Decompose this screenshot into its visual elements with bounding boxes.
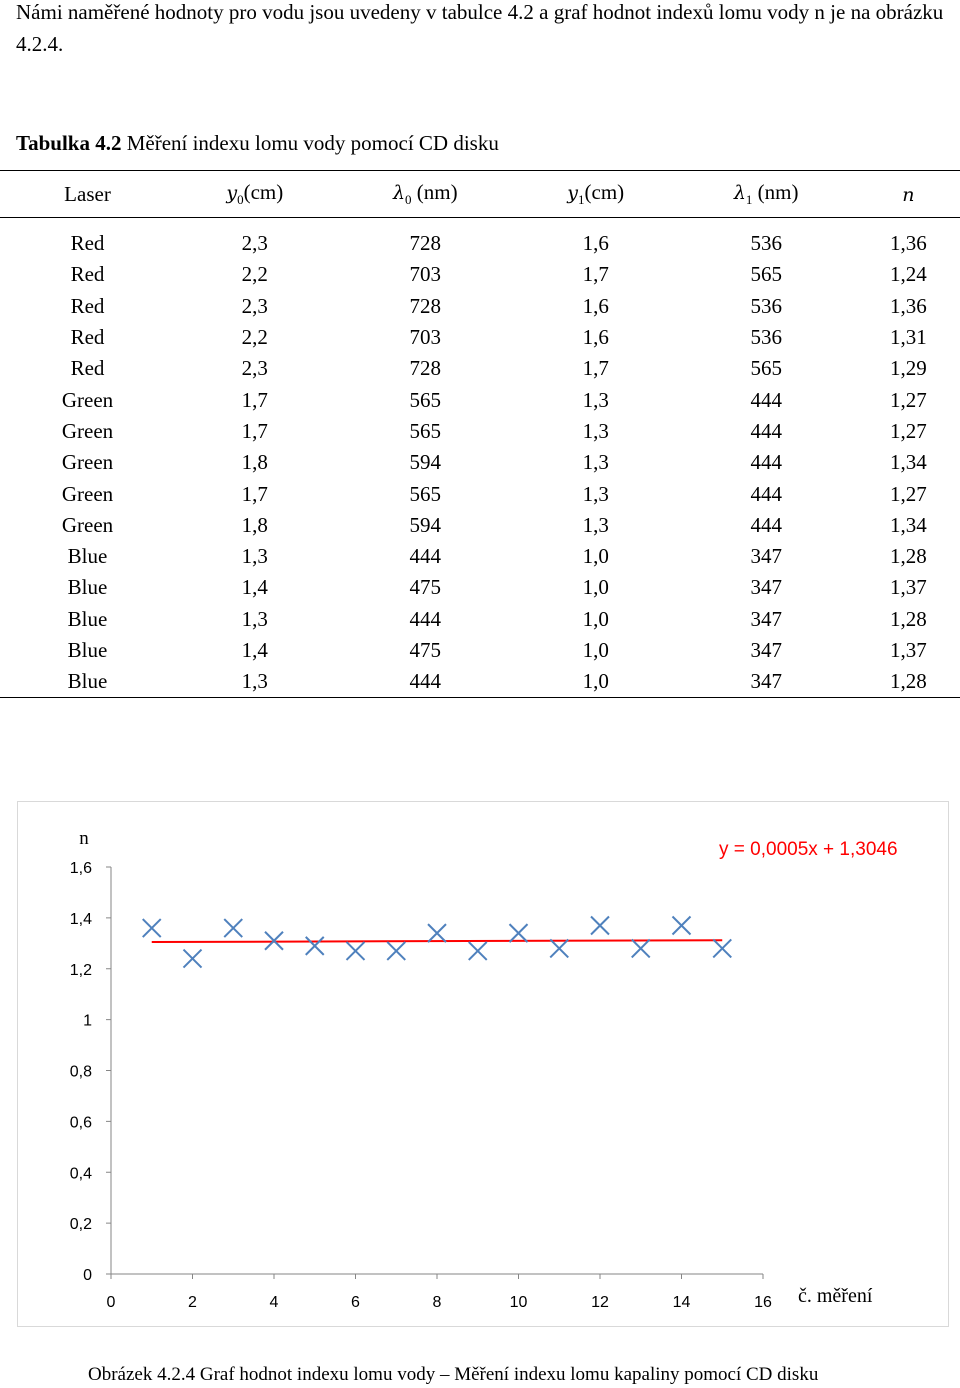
table-row xyxy=(0,291,960,322)
table-row xyxy=(0,541,960,572)
table-cell: 1,3 xyxy=(241,606,268,631)
data-point xyxy=(387,942,405,960)
table-cell: 1,7 xyxy=(582,356,609,381)
intro-paragraph: Námi naměřené hodnoty pro vodu jsou uvedeny v tabulce 4.2 a graf hodnot indexů lomu vody n je na obrázku 4.2.4. xyxy=(16,0,944,56)
table-cell: Green xyxy=(61,387,114,412)
table-cell: 728 xyxy=(409,356,442,381)
table-row xyxy=(0,322,960,353)
table-cell: 2,2 xyxy=(241,262,268,287)
table-cell: 1,7 xyxy=(582,262,609,287)
table-cell: 703 xyxy=(409,262,442,287)
table-cell: 1,0 xyxy=(582,606,609,631)
table-cell: 1,4 xyxy=(241,638,268,662)
table-cell: 444 xyxy=(750,418,782,443)
table-cell: 1,0 xyxy=(582,544,609,569)
table-caption-text: Měření indexu lomu vody pomocí CD disku xyxy=(121,131,499,155)
data-point xyxy=(306,937,324,955)
data-point xyxy=(143,919,161,937)
table-cell: 444 xyxy=(409,544,442,569)
table-cell: 1,7 xyxy=(241,387,268,412)
y-tick-label: 1,6 xyxy=(69,860,92,877)
table-cell: 594 xyxy=(409,450,442,475)
y-tick-label: 0 xyxy=(83,1267,92,1284)
header-n: n xyxy=(857,171,960,218)
table-cell: 2,3 xyxy=(241,356,268,381)
data-point xyxy=(224,919,242,937)
table-cell: 347 xyxy=(750,606,782,631)
table-cell: 2,2 xyxy=(241,325,268,350)
table-body xyxy=(0,218,960,698)
table-cell: 728 xyxy=(409,231,442,256)
table-cell: 565 xyxy=(750,356,782,381)
table-cell: 1,27 xyxy=(890,481,927,506)
table-cell: Green xyxy=(61,512,114,537)
header-lambda0: $\lambda_0$ (nm) xyxy=(335,171,516,218)
table-cell: 444 xyxy=(750,387,782,412)
header-y0: $y_0(cm)$ xyxy=(175,171,335,218)
table-cell: 1,24 xyxy=(890,262,927,287)
table-cell: 594 xyxy=(409,512,442,537)
table-row xyxy=(0,353,960,384)
table-row xyxy=(0,416,960,447)
table-cell: 444 xyxy=(409,606,442,631)
table-cell: Green xyxy=(61,418,114,443)
table-cell: 475 xyxy=(409,638,442,662)
table-cell: 1,7 xyxy=(241,418,268,443)
table-header-row xyxy=(0,171,960,218)
table-cell: 1,6 xyxy=(582,293,609,318)
table-caption xyxy=(16,128,499,158)
table-cell: 1,3 xyxy=(582,387,609,412)
table-cell: 1,3 xyxy=(582,450,609,475)
trendline xyxy=(152,940,723,942)
table-cell: 565 xyxy=(409,481,442,506)
table-cell: Green xyxy=(61,481,114,506)
data-point xyxy=(184,950,202,968)
table-cell: 444 xyxy=(335,666,516,698)
table-row xyxy=(0,572,960,603)
header-laser: Laser xyxy=(0,171,175,218)
y-tick-label: 0,6 xyxy=(69,1114,92,1132)
table-cell: 2,3 xyxy=(241,293,268,318)
y-tick-label: 0,2 xyxy=(69,1216,92,1234)
table-cell: Red xyxy=(70,356,105,381)
trendline-equation: y = 0,0005x + 1,3046 xyxy=(719,839,898,860)
data-point xyxy=(632,939,650,957)
table-cell: 728 xyxy=(409,293,442,318)
data-point xyxy=(591,917,609,935)
table-cell: 347 xyxy=(750,544,782,569)
table-cell: 1,36 xyxy=(890,231,927,256)
table-cell: 1,8 xyxy=(241,450,268,475)
table-cell: 1,31 xyxy=(890,325,927,350)
x-tick-label: 2 xyxy=(188,1294,197,1311)
table-cell: 1,7 xyxy=(241,481,268,506)
refractive-index-chart xyxy=(18,802,948,1326)
data-point xyxy=(673,917,691,935)
table-cell: 1,27 xyxy=(890,418,927,443)
table-cell: 1,3 xyxy=(175,666,335,698)
table-cell: 2,3 xyxy=(241,231,268,256)
x-axis-title: č. měření xyxy=(798,1285,873,1307)
table-cell: Blue xyxy=(67,606,108,631)
table-cell: 703 xyxy=(409,325,442,350)
table-cell: 536 xyxy=(750,231,782,256)
table-cell: Red xyxy=(70,231,105,256)
table-spacer-row xyxy=(0,218,960,229)
table-cell: 536 xyxy=(750,293,782,318)
table-cell: 1,3 xyxy=(582,418,609,443)
table-cell: 444 xyxy=(750,481,782,506)
table-row xyxy=(0,447,960,478)
table-cell: Green xyxy=(61,450,114,475)
table-row xyxy=(0,259,960,290)
table-cell: Blue xyxy=(67,575,108,600)
table-cell: 1,27 xyxy=(890,387,927,412)
x-tick-label: 12 xyxy=(591,1294,609,1311)
table-cell: 1,37 xyxy=(890,575,927,600)
table-cell: 1,6 xyxy=(582,231,609,256)
table-cell: 1,28 xyxy=(890,606,927,631)
table-cell: 536 xyxy=(750,325,782,350)
y-tick-label: 1 xyxy=(83,1012,92,1030)
table-cell: 1,29 xyxy=(890,356,927,381)
table-row xyxy=(0,510,960,541)
x-tick-label: 0 xyxy=(106,1294,116,1311)
x-tick-label: 8 xyxy=(432,1294,442,1311)
data-point xyxy=(347,942,365,960)
table-cell: Blue xyxy=(67,544,108,569)
table-cell: 1,0 xyxy=(582,575,609,600)
table-row xyxy=(0,635,960,666)
y-tick-label: 0,4 xyxy=(69,1165,92,1183)
y-axis-title: n xyxy=(79,828,89,849)
measurement-table xyxy=(0,170,960,698)
table-cell: 1,3 xyxy=(582,481,609,506)
table-cell: Blue xyxy=(67,638,108,662)
table-cell: 444 xyxy=(750,450,782,475)
table-cell: Blue xyxy=(0,666,175,698)
data-point xyxy=(713,939,731,957)
x-tick-label: 6 xyxy=(351,1294,360,1311)
table-cell: 1,3 xyxy=(241,544,268,569)
table-cell: 1,28 xyxy=(857,666,960,698)
table-cell: 1,4 xyxy=(241,575,268,600)
data-point xyxy=(550,939,568,957)
y-tick-label: 1,2 xyxy=(69,961,92,979)
y-tick-label: 0,8 xyxy=(69,1063,92,1081)
table-cell: Red xyxy=(70,293,105,318)
table-cell: 1,28 xyxy=(890,544,927,569)
table-cell: Red xyxy=(70,325,105,350)
data-point xyxy=(510,924,528,942)
table-row xyxy=(0,666,960,698)
data-point xyxy=(469,942,487,960)
table-caption-number: Tabulka 4.2 xyxy=(16,131,122,155)
header-lambda1: $\lambda_1$ (nm) xyxy=(676,171,857,218)
table-row xyxy=(0,604,960,635)
table-cell: 1,36 xyxy=(890,293,927,318)
table-cell: 1,34 xyxy=(890,512,927,537)
data-point xyxy=(428,924,446,942)
table-cell: 347 xyxy=(750,575,782,600)
table-cell: 1,37 xyxy=(890,638,927,662)
table-cell: Red xyxy=(70,262,105,287)
table-cell: 347 xyxy=(750,638,782,662)
figure-caption: Obrázek 4.2.4 Graf hodnot indexu lomu vody – Měření indexu lomu kapaliny pomocí CD disku xyxy=(88,1364,819,1385)
table-cell: 1,0 xyxy=(582,638,609,662)
table-cell: 1,34 xyxy=(890,450,927,475)
table-row xyxy=(0,478,960,509)
header-y1: $y_1(cm)$ xyxy=(516,171,676,218)
table-cell: 565 xyxy=(409,387,442,412)
table-cell: 1,8 xyxy=(241,512,268,537)
x-tick-label: 10 xyxy=(509,1294,528,1311)
table-cell: 1,6 xyxy=(582,325,609,350)
table-row xyxy=(0,384,960,415)
table-cell: 347 xyxy=(676,666,857,698)
x-tick-label: 14 xyxy=(672,1294,691,1311)
chart-area xyxy=(17,801,949,1327)
table-row xyxy=(0,228,960,259)
x-tick-label: 4 xyxy=(269,1294,279,1311)
table-cell: 1,3 xyxy=(582,512,609,537)
x-tick-label: 16 xyxy=(754,1294,772,1311)
table-cell: 444 xyxy=(750,512,782,537)
table-cell: 1,0 xyxy=(516,666,676,698)
table-cell: 565 xyxy=(750,262,782,287)
table-cell: 475 xyxy=(409,575,442,600)
y-tick-label: 1,4 xyxy=(69,910,92,928)
table-cell: 565 xyxy=(409,418,442,443)
